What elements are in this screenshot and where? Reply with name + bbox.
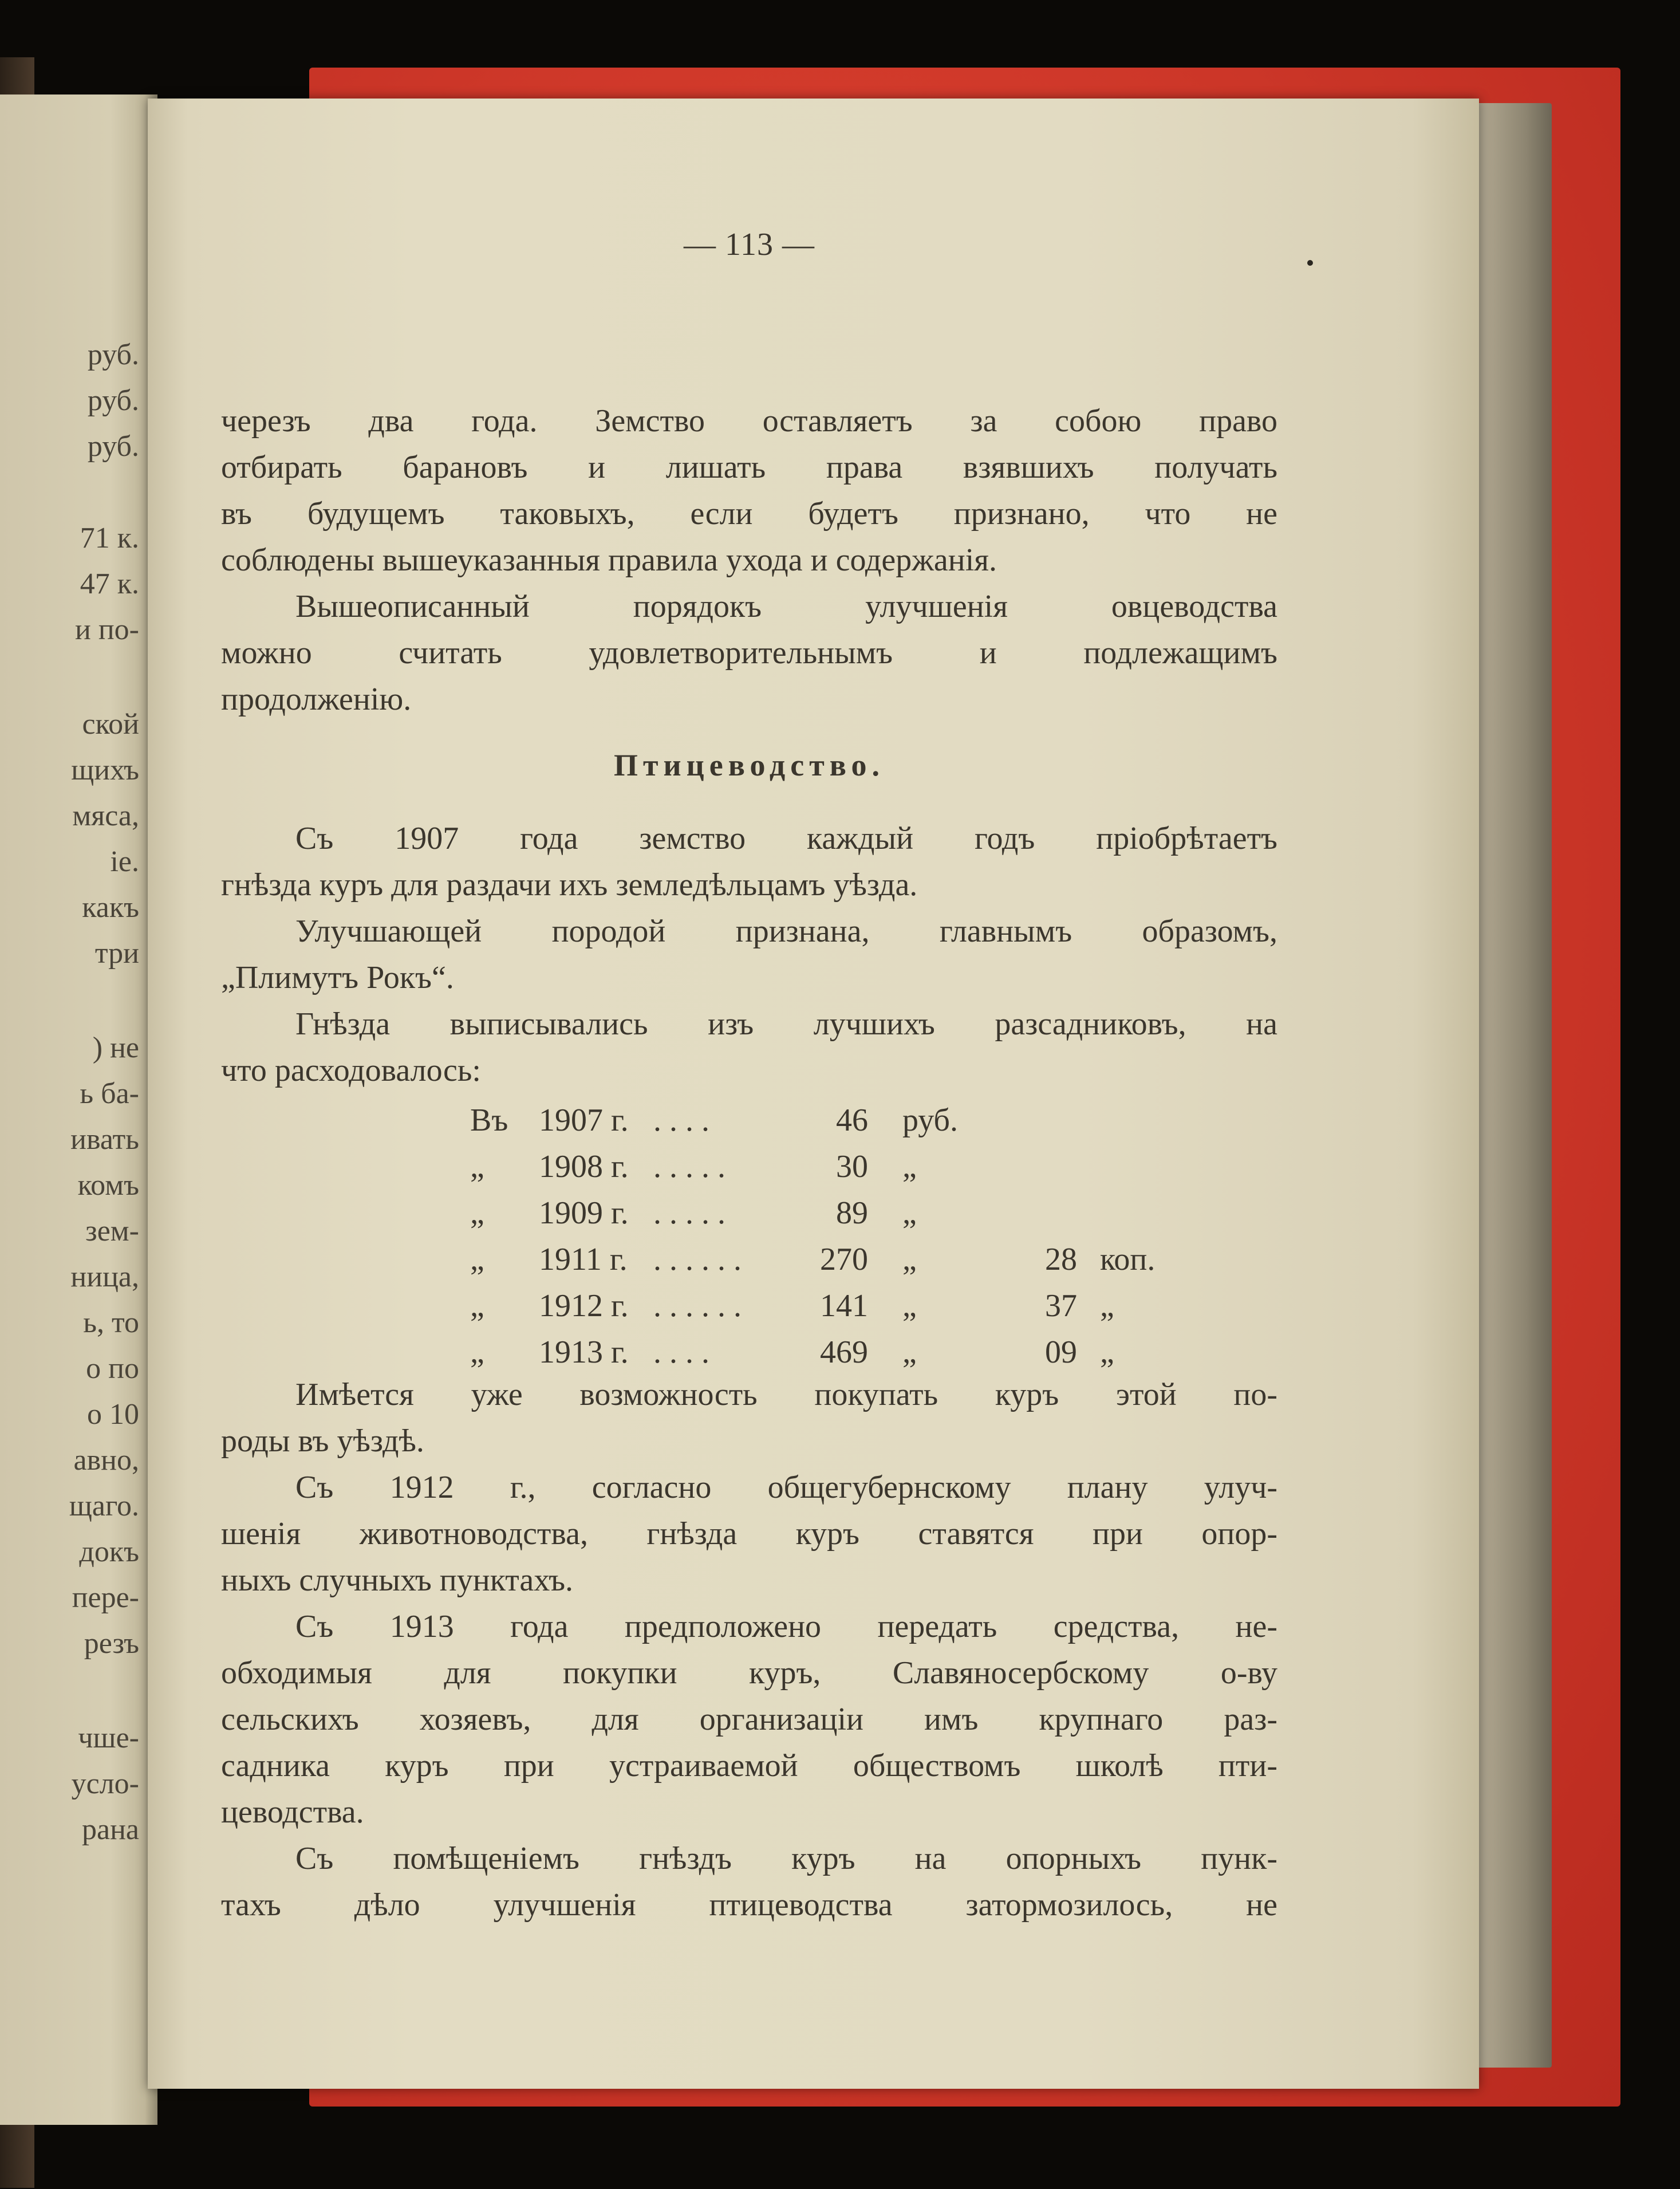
expense-unit: „ bbox=[902, 1195, 917, 1231]
expense-year: 1912 г. bbox=[539, 1288, 629, 1324]
text-line: можно считать удовлетворительнымъ и подлежащимъ bbox=[221, 635, 1277, 671]
expense-dots: . . . . . bbox=[653, 1149, 725, 1184]
text-line: гнѣзда куръ для раздачи ихъ земледѣльцамъ уѣзда. bbox=[221, 867, 918, 903]
text-line: обходимыя для покупки куръ, Славяносербскому о-ву bbox=[221, 1655, 1277, 1691]
text-line: ныхъ случныхъ пунктахъ. bbox=[221, 1562, 574, 1598]
expense-kop-unit: „ bbox=[1100, 1288, 1114, 1324]
left-page-fragment: ь, то bbox=[83, 1306, 139, 1339]
text-line: что расходовалось: bbox=[221, 1053, 481, 1088]
text-line: Имѣется уже возможность покупать куръ этой по- bbox=[295, 1377, 1277, 1412]
text-line: Съ 1913 года предположено передать средства, не- bbox=[295, 1609, 1277, 1644]
expense-rub: 141 bbox=[820, 1288, 868, 1324]
right-page bbox=[148, 99, 1479, 2089]
expense-prefix: „ bbox=[470, 1242, 484, 1277]
expense-year: 1907 г. bbox=[539, 1103, 629, 1138]
left-page-fragment: ) не bbox=[92, 1031, 139, 1064]
expense-prefix: „ bbox=[470, 1288, 484, 1324]
text-line: Вышеописанный порядокъ улучшенія овцеводства bbox=[295, 589, 1277, 624]
expense-year: 1913 г. bbox=[539, 1334, 629, 1370]
left-page-fragment: ница, bbox=[70, 1261, 139, 1293]
expense-dots: . . . . bbox=[653, 1334, 709, 1370]
print-speck bbox=[1307, 260, 1313, 266]
text-line: Съ 1907 года земство каждый годъ пріобрѣтаетъ bbox=[295, 821, 1277, 856]
left-page-fragment: рана bbox=[82, 1813, 139, 1846]
expense-kop: 09 bbox=[1045, 1334, 1077, 1370]
left-page-fragment: и по- bbox=[75, 613, 139, 646]
expense-rub: 46 bbox=[836, 1103, 868, 1138]
text-line: садника куръ при устраиваемой обществомъ школѣ пти- bbox=[221, 1748, 1277, 1784]
left-page-fragment: руб. bbox=[87, 430, 139, 463]
page-number: — 113 — bbox=[684, 227, 815, 262]
expense-kop-unit: „ bbox=[1100, 1334, 1114, 1370]
text-line: „Плимутъ Рокъ“. bbox=[221, 960, 454, 995]
expense-rub: 30 bbox=[836, 1149, 868, 1184]
expense-prefix: Въ bbox=[470, 1103, 508, 1138]
left-page-fragment: 71 к. bbox=[80, 522, 139, 554]
text-line: роды въ уѣздѣ. bbox=[221, 1423, 424, 1459]
left-page-fragment: ивать bbox=[70, 1123, 139, 1156]
left-page-fragment: ской bbox=[82, 708, 139, 741]
text-line: отбирать барановъ и лишать права взявшихъ получать bbox=[221, 450, 1277, 485]
left-page-fragment: руб. bbox=[87, 338, 139, 371]
expense-year: 1909 г. bbox=[539, 1195, 629, 1231]
expense-dots: . . . . . . bbox=[653, 1288, 742, 1324]
text-line: продолженію. bbox=[221, 682, 412, 717]
expense-dots: . . . . . bbox=[653, 1195, 725, 1231]
left-page-fragment: о 10 bbox=[87, 1398, 139, 1431]
left-page-fragment: докъ bbox=[79, 1536, 139, 1568]
expense-kop: 28 bbox=[1045, 1242, 1077, 1277]
expense-rub: 270 bbox=[820, 1242, 868, 1277]
left-page-fragment: ь ба- bbox=[80, 1077, 139, 1110]
expense-dots: . . . . . . bbox=[653, 1242, 742, 1277]
expense-unit: „ bbox=[902, 1149, 917, 1184]
section-heading: Птицеводство. bbox=[613, 748, 885, 782]
left-page-fragment: іе. bbox=[110, 845, 139, 878]
text-line: цеводства. bbox=[221, 1794, 364, 1830]
left-page-fragment: авно, bbox=[73, 1444, 139, 1477]
text-line: Улучшающей породой признана, главнымъ образомъ, bbox=[295, 914, 1277, 949]
text-line: въ будущемъ таковыхъ, если будетъ признано, что не bbox=[221, 496, 1277, 531]
left-page-fragment: три bbox=[94, 937, 139, 970]
left-page-fragment: резъ bbox=[84, 1627, 139, 1660]
expense-unit: „ bbox=[902, 1242, 917, 1277]
text-line: соблюдены вышеуказанныя правила ухода и содержанія. bbox=[221, 542, 997, 578]
text-line: черезъ два года. Земство оставляетъ за собою право bbox=[221, 403, 1277, 439]
left-page-fragment: 47 к. bbox=[80, 568, 139, 600]
left-page-fragment: пере- bbox=[72, 1581, 139, 1614]
text-line: тахъ дѣло улучшенія птицеводства затормозилось, не bbox=[221, 1887, 1277, 1923]
left-page-fragment: усло- bbox=[71, 1767, 139, 1800]
left-page-fragment: мяса, bbox=[72, 800, 139, 832]
expense-prefix: „ bbox=[470, 1195, 484, 1231]
text-line: шенія животноводства, гнѣзда куръ ставятся при опор- bbox=[221, 1516, 1277, 1552]
left-page bbox=[0, 95, 157, 2125]
expense-prefix: „ bbox=[470, 1334, 484, 1370]
left-page-fragment: о по bbox=[86, 1352, 139, 1385]
expense-unit: „ bbox=[902, 1334, 917, 1370]
expense-kop-unit: коп. bbox=[1100, 1242, 1156, 1277]
left-page-fragment: зем- bbox=[85, 1215, 139, 1247]
expense-rub: 469 bbox=[820, 1334, 868, 1370]
left-page-fragment: чше- bbox=[78, 1722, 139, 1754]
expense-year: 1911 г. bbox=[539, 1242, 628, 1277]
left-page-fragment: щихъ bbox=[71, 754, 139, 786]
text-line: Гнѣзда выписывались изъ лучшихъ разсадниковъ, на bbox=[295, 1006, 1277, 1042]
expense-dots: . . . . bbox=[653, 1103, 709, 1138]
expense-prefix: „ bbox=[470, 1149, 484, 1184]
text-line: Съ 1912 г., согласно общегубернскому плану улуч- bbox=[295, 1470, 1277, 1505]
expense-rub: 89 bbox=[836, 1195, 868, 1231]
left-page-fragment: щаго. bbox=[69, 1490, 139, 1522]
expense-unit: руб. bbox=[902, 1103, 959, 1138]
expense-unit: „ bbox=[902, 1288, 917, 1324]
left-page-fragment: руб. bbox=[87, 384, 139, 417]
text-line: сельскихъ хозяевъ, для организаціи имъ крупнаго раз- bbox=[221, 1702, 1277, 1737]
text-line: Съ помѣщеніемъ гнѣздъ куръ на опорныхъ пунк- bbox=[295, 1841, 1277, 1876]
expense-kop: 37 bbox=[1045, 1288, 1077, 1324]
left-page-fragment: какъ bbox=[82, 891, 139, 924]
left-page-fragment: комъ bbox=[77, 1169, 139, 1202]
expense-year: 1908 г. bbox=[539, 1149, 629, 1184]
